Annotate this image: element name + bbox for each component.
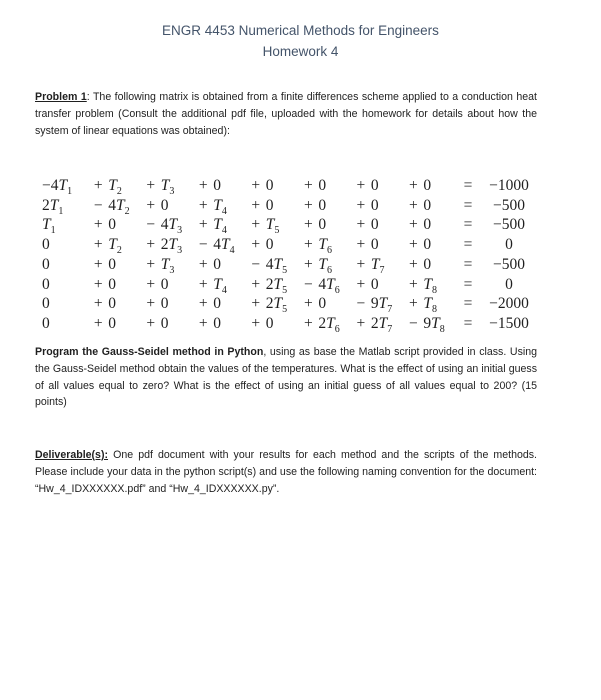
operator: +: [356, 196, 366, 214]
operator: +: [303, 314, 313, 332]
equation-term: $2T_1$: [42, 196, 64, 217]
equation-term: 0: [160, 196, 169, 214]
equation-term: $T_3$: [160, 255, 175, 276]
equation-term: $T_4$: [213, 216, 227, 237]
equation-term: $T_5$: [265, 216, 280, 237]
equals-sign: =: [463, 236, 473, 254]
operator: −: [146, 216, 156, 234]
deliverables-label: Deliverable(s):: [35, 449, 109, 461]
equation-term: $T_6$: [318, 236, 332, 257]
operator: +: [146, 196, 156, 214]
equation-term: $T_8$: [423, 295, 438, 316]
deliverables-text: One pdf document with your results for each method and the scripts of the methods. Please include your data in the python script(s) and use the following naming convention for the document: “Hw_4_IDXXXXXX.pdf” and “Hw_4_IDXXXXXX.py”.: [35, 449, 537, 495]
operator: +: [303, 255, 313, 273]
operator: +: [146, 314, 156, 332]
operator: +: [303, 177, 313, 194]
equation-term: 0: [42, 314, 50, 332]
operator: +: [356, 216, 366, 234]
operator: +: [93, 275, 103, 293]
equation-term: 0: [265, 196, 274, 214]
equation-term: 0: [318, 196, 327, 214]
operator: −: [251, 255, 261, 273]
equation-row: [40, 235, 540, 255]
operator: +: [251, 236, 261, 254]
equation-term: 0: [318, 177, 327, 194]
problem-1-statement: [35, 89, 537, 139]
equation-term: 0: [265, 314, 274, 332]
equals-sign: =: [463, 275, 473, 293]
equals-sign: =: [463, 177, 473, 194]
problem-1-label: Problem 1: [35, 91, 87, 103]
linear-system-equations: [40, 176, 540, 334]
equation-term: $4T_6$: [318, 275, 340, 296]
operator: +: [93, 295, 103, 313]
equation-term: $9T_7$: [370, 295, 393, 316]
operator: +: [198, 177, 208, 194]
equation-term: 0: [108, 295, 116, 313]
operator: +: [146, 255, 156, 273]
program-text: , using as base the Matlab script provided in class. Using the Gauss-Seidel method obtain the values of the temperatures. What is the effect of using an initial guess of all values equal to zero? What is the effect of using an initial guess of all values equal to 200? (15 points): [35, 346, 537, 409]
operator: −: [93, 196, 103, 214]
equation-row: [40, 176, 540, 196]
operator: +: [93, 236, 103, 254]
equals-sign: =: [463, 314, 473, 332]
equation-rhs: 0: [505, 236, 513, 254]
equals-sign: =: [463, 255, 473, 273]
operator: +: [93, 314, 103, 332]
equation-term: $9T_8$: [423, 314, 445, 336]
operator: +: [303, 196, 313, 214]
equation-term: $2T_5$: [265, 275, 288, 296]
equation-term: $T_3$: [160, 177, 175, 198]
operator: +: [198, 295, 208, 313]
operator: −: [356, 295, 366, 313]
equation-term: 0: [370, 275, 379, 293]
operator: +: [198, 275, 208, 293]
operator: +: [356, 255, 366, 273]
operator: +: [146, 236, 156, 254]
equation-term: $-4T_1$: [42, 177, 73, 198]
equation-rhs: −1000: [489, 177, 529, 194]
operator: +: [356, 275, 366, 293]
equation-term: 0: [370, 196, 379, 214]
equals-sign: =: [463, 216, 473, 234]
equation-term: $T_8$: [423, 275, 438, 296]
equation-rhs: 0: [505, 275, 513, 293]
operator: +: [409, 236, 418, 254]
operator: +: [409, 216, 418, 234]
equation-term: $4T_4$: [213, 236, 235, 257]
equation-term: $T_2$: [108, 236, 122, 257]
equation-row: [40, 215, 540, 235]
operator: +: [356, 177, 366, 194]
equation-row: [40, 196, 540, 216]
equation-term: $4T_3$: [160, 216, 183, 237]
equation-term: 0: [370, 236, 379, 254]
program-intro: Program the Gauss-Seidel method in Python: [35, 346, 264, 358]
equation-row: [40, 275, 540, 295]
equation-term: 0: [423, 255, 432, 273]
equation-term: 0: [42, 255, 50, 273]
operator: +: [409, 295, 418, 313]
operator: +: [198, 196, 208, 214]
equation-term: $2T_7$: [370, 314, 393, 336]
equation-row: [40, 255, 540, 275]
operator: +: [409, 196, 418, 214]
equation-term: $T_1$: [42, 216, 56, 237]
operator: +: [303, 236, 313, 254]
operator: +: [251, 295, 261, 313]
equation-term: 0: [213, 295, 222, 313]
equation-term: 0: [423, 236, 432, 254]
operator: +: [93, 177, 103, 194]
equation-rhs: −1500: [489, 314, 529, 332]
equation-term: $2T_5$: [265, 295, 288, 316]
equation-term: 0: [318, 216, 327, 234]
equation-term: 0: [213, 314, 222, 332]
equation-term: $T_4$: [213, 196, 227, 217]
equation-term: $T_7$: [370, 255, 385, 276]
equation-term: $T_2$: [108, 177, 122, 198]
operator: +: [251, 177, 261, 194]
operator: +: [93, 255, 103, 273]
operator: +: [356, 314, 366, 332]
equation-rhs: −500: [493, 216, 525, 234]
equation-rhs: −500: [493, 255, 525, 273]
operator: −: [198, 236, 208, 254]
equation-term: 0: [370, 177, 379, 194]
equation-term: 0: [160, 295, 169, 313]
operator: +: [198, 216, 208, 234]
equation-term: 0: [213, 177, 222, 194]
operator: +: [93, 216, 103, 234]
operator: +: [409, 255, 418, 273]
equals-sign: =: [463, 295, 473, 313]
equation-term: 0: [423, 216, 432, 234]
operator: +: [303, 216, 313, 234]
equation-term: 0: [318, 295, 327, 313]
equation-term: $4T_2$: [108, 196, 130, 217]
operator: +: [303, 295, 313, 313]
homework-title: Homework 4: [262, 44, 339, 59]
equation-term: 0: [265, 177, 274, 194]
operator: +: [409, 177, 418, 194]
equation-rhs: −2000: [489, 295, 529, 313]
operator: +: [198, 255, 208, 273]
operator: +: [251, 216, 261, 234]
operator: +: [146, 275, 156, 293]
equals-sign: =: [463, 196, 473, 214]
program-instructions: [35, 344, 537, 411]
equation-term: 0: [423, 196, 432, 214]
operator: +: [198, 314, 208, 332]
equation-term: 0: [213, 255, 222, 273]
equation-term: $T_6$: [318, 255, 332, 276]
course-title: ENGR 4453 Numerical Methods for Engineers: [162, 23, 439, 38]
equation-term: 0: [108, 314, 116, 332]
equation-term: 0: [42, 275, 50, 293]
operator: +: [251, 275, 261, 293]
equation-term: $2T_6$: [318, 314, 340, 336]
equation-row: [40, 294, 540, 314]
problem-1-text: : The following matrix is obtained from a finite differences scheme applied to a conduction heat transfer problem (Consult the additional pdf file, uploaded with the homework for details about how the system of linear equations was obtained):: [35, 91, 537, 137]
equation-term: $T_4$: [213, 275, 227, 296]
equation-term: 0: [423, 177, 432, 194]
deliverables-section: [35, 447, 537, 497]
equation-term: 0: [108, 216, 116, 234]
equation-term: $2T_3$: [160, 236, 183, 257]
operator: +: [146, 177, 156, 194]
equation-rhs: −500: [493, 196, 525, 214]
operator: +: [146, 295, 156, 313]
equation-term: 0: [265, 236, 274, 254]
operator: +: [251, 196, 261, 214]
equation-term: 0: [160, 275, 169, 293]
equation-term: 0: [108, 275, 116, 293]
operator: +: [356, 236, 366, 254]
equation-term: 0: [42, 295, 50, 313]
operator: +: [409, 275, 418, 293]
equation-term: $4T_5$: [265, 255, 288, 276]
equation-term: 0: [108, 255, 116, 273]
equation-term: 0: [42, 236, 50, 254]
equation-term: 0: [160, 314, 169, 332]
equation-term: 0: [370, 216, 379, 234]
equation-row: [40, 314, 540, 334]
operator: +: [251, 314, 261, 332]
operator: −: [409, 314, 418, 332]
operator: −: [303, 275, 313, 293]
